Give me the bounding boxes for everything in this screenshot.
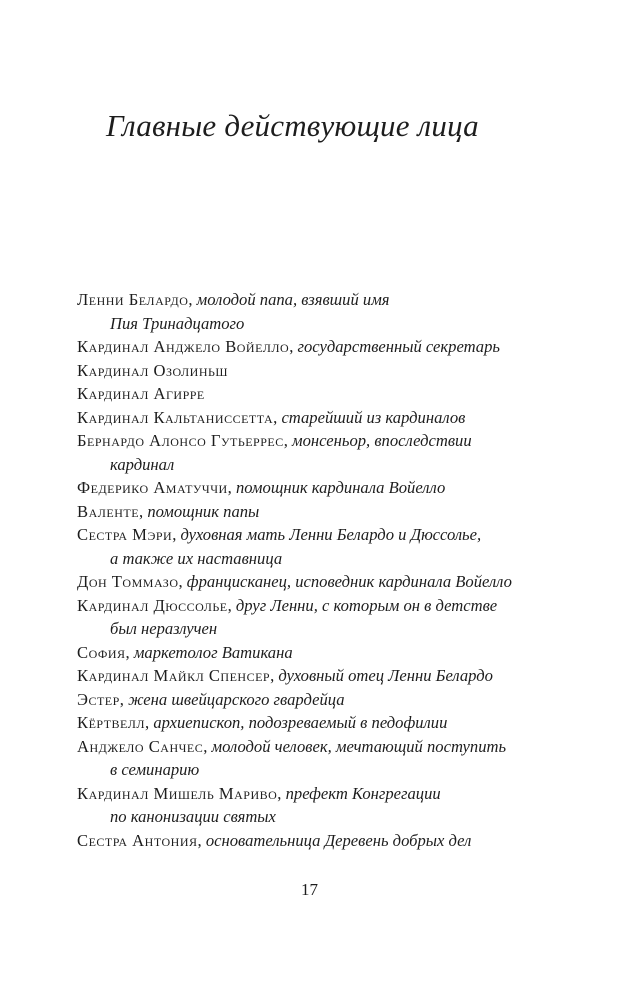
character-description: друг Ленни, с которым он в детстве — [235, 595, 498, 615]
separator: , — [197, 830, 206, 850]
character-description: молодой человек, мечтающий поступить — [211, 736, 507, 756]
character-name: Эстер — [77, 689, 120, 709]
list-item — [77, 594, 557, 641]
list-item — [77, 476, 557, 500]
character-description-continued: Пия Тринадцатого — [110, 313, 245, 333]
list-item — [77, 782, 557, 829]
character-description: префект Конгрегации — [285, 783, 441, 803]
character-description-continued: по канонизации святых — [110, 807, 276, 826]
list-item — [77, 500, 557, 524]
list-item — [77, 335, 557, 359]
page-number: 17 — [301, 880, 318, 899]
separator: , — [145, 713, 154, 732]
separator: , — [277, 783, 286, 803]
list-item — [77, 382, 557, 406]
character-name: Кардинал Дюссолье — [77, 595, 228, 615]
character-description-continued: был неразлучен — [110, 619, 218, 638]
separator: , — [227, 478, 236, 497]
character-description: маркетолог Ватикана — [133, 642, 293, 662]
character-description: основательница Деревень добрых дел — [205, 830, 472, 850]
character-list — [77, 288, 557, 852]
separator: , — [119, 689, 129, 709]
list-item — [77, 406, 557, 430]
character-name: Сестра Мэри — [77, 525, 173, 544]
list-item — [77, 711, 557, 735]
list-item — [77, 359, 557, 383]
list-item — [77, 664, 557, 688]
separator: , — [289, 337, 298, 356]
character-name: Кардинал Агирре — [77, 384, 205, 403]
character-description: помощник кардинала Войелло — [235, 478, 446, 497]
list-item — [77, 288, 557, 335]
character-name: Кардинал Майкл Спенсер — [77, 666, 271, 685]
character-description: старейший из кардиналов — [281, 407, 466, 427]
character-name: Кардинал Анджело Войелло — [77, 337, 290, 356]
character-description: государственный секретарь — [297, 337, 500, 356]
list-item — [77, 570, 557, 594]
character-name: Кардинал Озолиньш — [77, 360, 229, 380]
list-item — [77, 523, 557, 570]
separator: , — [178, 572, 187, 591]
character-name: Валенте — [77, 501, 140, 521]
character-description: духовная мать Ленни Белардо и Дюссолье, — [180, 525, 482, 544]
character-name: Ленни Белардо — [77, 290, 189, 309]
separator: , — [139, 501, 148, 521]
character-name: Бернардо Алонсо Гутьеррес — [77, 431, 284, 450]
list-item — [77, 688, 557, 712]
character-description: молодой папа, взявший имя — [196, 290, 390, 309]
character-description: помощник папы — [147, 501, 260, 521]
character-name: Сестра Антония — [77, 830, 198, 850]
separator: , — [172, 525, 181, 544]
character-description-continued: в семинарию — [110, 760, 200, 779]
character-name: Федерико Аматуччи — [77, 478, 228, 497]
list-item — [77, 429, 557, 476]
character-description: архиепископ, подозреваемый в педофилии — [153, 713, 448, 732]
separator: , — [273, 407, 282, 427]
separator: , — [283, 431, 293, 450]
character-name: Кардинал Кальтаниссетта — [77, 407, 274, 427]
separator: , — [227, 595, 236, 615]
character-name: Дон Томмазо — [77, 572, 179, 591]
character-description: монсеньор, впоследствии — [292, 431, 472, 450]
separator: , — [203, 736, 212, 756]
list-item — [77, 735, 557, 782]
separator: , — [125, 642, 134, 662]
character-name: Кардинал Мишель Мариво — [77, 783, 278, 803]
character-description-continued: а также их наставница — [110, 548, 283, 568]
character-description: жена швейцарского гвардейца — [128, 689, 345, 709]
character-description: духовный отец Ленни Белардо — [278, 666, 493, 685]
character-description: францисканец, исповедник кардинала Войелло — [186, 572, 512, 591]
character-name: Кёртвелл — [77, 713, 146, 732]
character-name: Анджело Санчес — [77, 736, 204, 756]
character-name: София — [77, 642, 126, 662]
separator: , — [188, 290, 197, 309]
list-item — [77, 829, 557, 853]
separator: , — [270, 666, 279, 685]
character-description-continued: кардинал — [110, 454, 175, 474]
page-title: Главные действующие лица — [106, 108, 479, 143]
list-item — [77, 641, 557, 665]
